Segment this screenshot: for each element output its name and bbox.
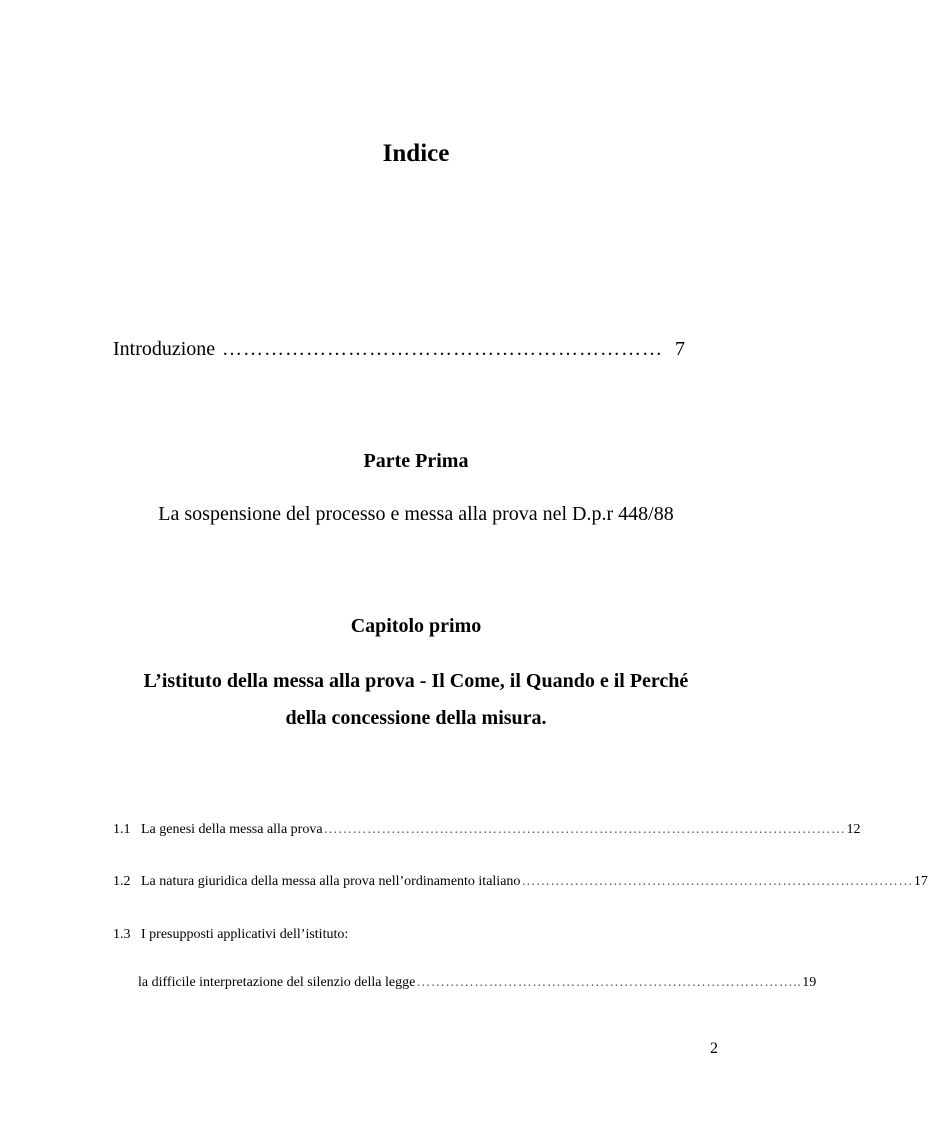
toc-entry-number: 1.1 xyxy=(113,822,131,837)
page-number: 2 xyxy=(710,1040,718,1057)
toc-entry-page: 12 xyxy=(846,822,861,837)
page-title: Indice xyxy=(382,140,450,167)
toc-entry-page: 17 xyxy=(913,874,928,889)
toc-entry xyxy=(113,874,928,890)
toc-entry-text: La natura giuridica della messa alla prova nell’ordinamento italiano xyxy=(141,874,521,889)
toc-entry xyxy=(113,822,861,838)
toc-entry-number: 1.3 xyxy=(113,927,131,942)
chapter-title-line-2: della concessione della misura. xyxy=(285,707,547,729)
toc-entry-dots: ……………………………………………………………………………………………… xyxy=(323,822,846,837)
toc-introduction-dots: ……………………………………………………… xyxy=(222,338,663,360)
chapter-heading: Capitolo primo xyxy=(350,615,482,637)
toc-entry-dots: ……………………………………………………………………… xyxy=(521,874,913,889)
toc-introduction-label: Introduzione xyxy=(113,338,216,360)
part-subtitle: La sospensione del processo e messa alla prova nel D.p.r 448/88 xyxy=(158,503,674,525)
toc-entry xyxy=(138,975,817,991)
chapter-title-line-1: L’istituto della messa alla prova - Il Come, il Quando e il Perché xyxy=(143,670,689,692)
toc-entry-number: 1.2 xyxy=(113,874,131,889)
part-heading: Parte Prima xyxy=(363,450,469,472)
toc-entry xyxy=(113,927,709,943)
toc-entry-dots: …………………………………………………………………….. xyxy=(416,975,802,990)
toc-entry-page: 19 xyxy=(802,975,817,990)
toc-entry-text: I presupposti applicativi dell’istituto: xyxy=(141,927,349,942)
toc-introduction-page: 7 xyxy=(675,338,685,360)
toc-entry-text: La genesi della messa alla prova xyxy=(141,822,323,837)
toc-entry-text: la difficile interpretazione del silenzio della legge xyxy=(138,975,416,990)
